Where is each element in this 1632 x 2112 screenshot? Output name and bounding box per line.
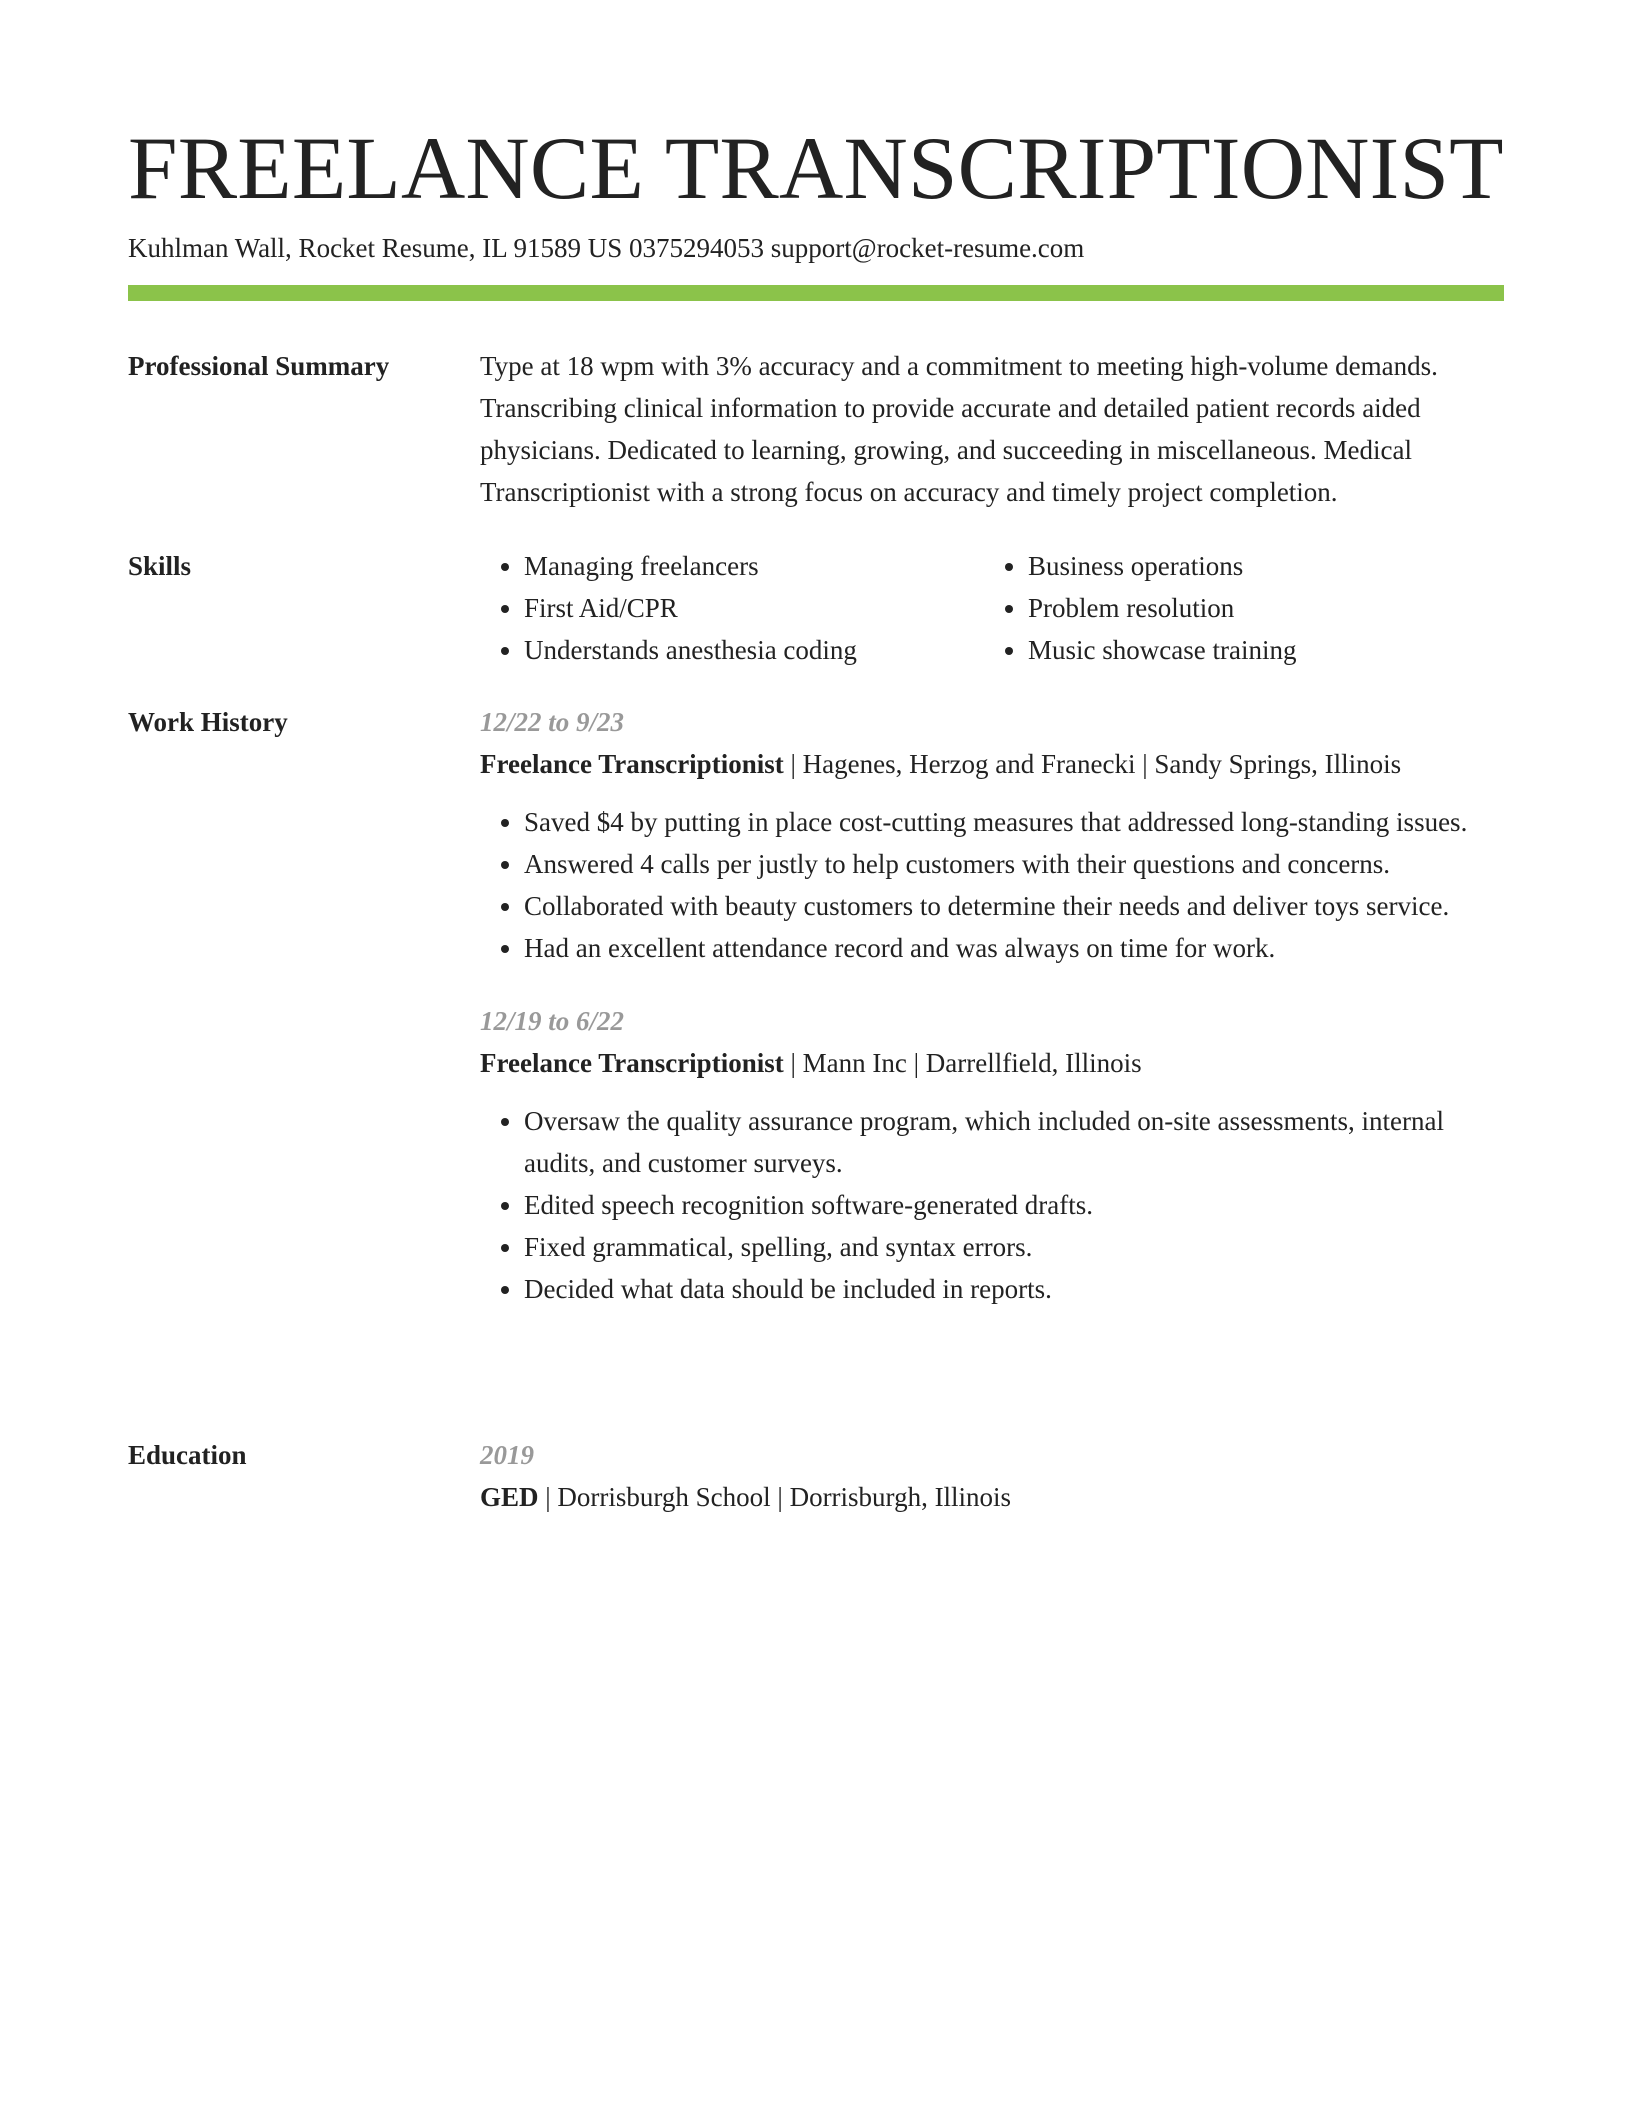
- duty-item: • Answered 4 calls per justly to help customers with their questions and concerns.: [524, 843, 1506, 885]
- skill-item: • Problem resolution: [1028, 587, 1488, 629]
- job-title: Freelance Transcriptionist: [480, 749, 784, 779]
- job-entry: [480, 1000, 1506, 1310]
- accent-divider: [128, 285, 1504, 301]
- contact-line: Kuhlman Wall, Rocket Resume, IL 91589 US 0375294053 support@rocket-resume.com: [128, 233, 1085, 263]
- duty-item: • Saved $4 by putting in place cost-cutting measures that addressed long-standing issues.: [524, 801, 1506, 843]
- duty-item: • Collaborated with beauty customers to determine their needs and deliver toys service.: [524, 885, 1506, 927]
- job-employer: | Hagenes, Herzog and Franecki | Sandy Springs, Illinois: [783, 749, 1402, 779]
- job-title: Freelance Transcriptionist: [480, 1048, 784, 1078]
- skills-list-right: [984, 545, 1488, 671]
- duty-item: • Fixed grammatical, spelling, and syntax errors.: [524, 1226, 1506, 1268]
- education-year: 2019: [480, 1440, 534, 1470]
- skills-label: Skills: [128, 551, 192, 581]
- skill-item: • Music showcase training: [1028, 629, 1488, 671]
- education-degree: GED: [480, 1482, 539, 1512]
- duty-item: • Had an excellent attendance record and was always on time for work.: [524, 927, 1506, 969]
- education-body: [480, 1434, 1506, 1518]
- summary-text: Type at 18 wpm with 3% accuracy and a commitment to meeting high-volume demands. Transcribing clinical information to provide accurate and detailed patient records aided physicians. Dedicated to learning, growing, and succeeding in miscellaneous. Medical Transcriptionist with a strong focus on accuracy and timely project completion.: [480, 351, 1438, 507]
- work-history-body: [480, 701, 1506, 1310]
- summary-body: [480, 345, 1506, 513]
- job-duties: [480, 801, 1506, 969]
- education-school: | Dorrisburgh School | Dorrisburgh, Illinois: [538, 1482, 1012, 1512]
- job-dates: 12/19 to 6/22: [480, 1006, 625, 1036]
- skill-item: • Business operations: [1028, 545, 1488, 587]
- duty-item: • Edited speech recognition software-generated drafts.: [524, 1184, 1506, 1226]
- summary-label: Professional Summary: [128, 351, 390, 381]
- education-heading: [480, 1476, 1506, 1518]
- duty-item: • Decided what data should be included in reports.: [524, 1268, 1506, 1310]
- skill-item: • Understands anesthesia coding: [524, 629, 984, 671]
- job-duties: [480, 1100, 1506, 1310]
- job-heading: [480, 743, 1506, 785]
- job-entry: [480, 701, 1506, 969]
- work-history-label: Work History: [128, 707, 288, 737]
- job-heading: [480, 1042, 1506, 1084]
- duty-item: • Oversaw the quality assurance program, which included on-site assessments, internal audits, and customer surveys.: [524, 1100, 1506, 1184]
- education-label: Education: [128, 1440, 247, 1470]
- skill-item: • Managing freelancers: [524, 545, 984, 587]
- skills-list-left: [480, 545, 984, 671]
- skill-item: • First Aid/CPR: [524, 587, 984, 629]
- job-dates: 12/22 to 9/23: [480, 707, 625, 737]
- skills-body: [480, 545, 1506, 671]
- job-employer: | Mann Inc | Darrellfield, Illinois: [783, 1048, 1142, 1078]
- resume-title: FREELANCE TRANSCRIPTIONIST: [128, 120, 1504, 218]
